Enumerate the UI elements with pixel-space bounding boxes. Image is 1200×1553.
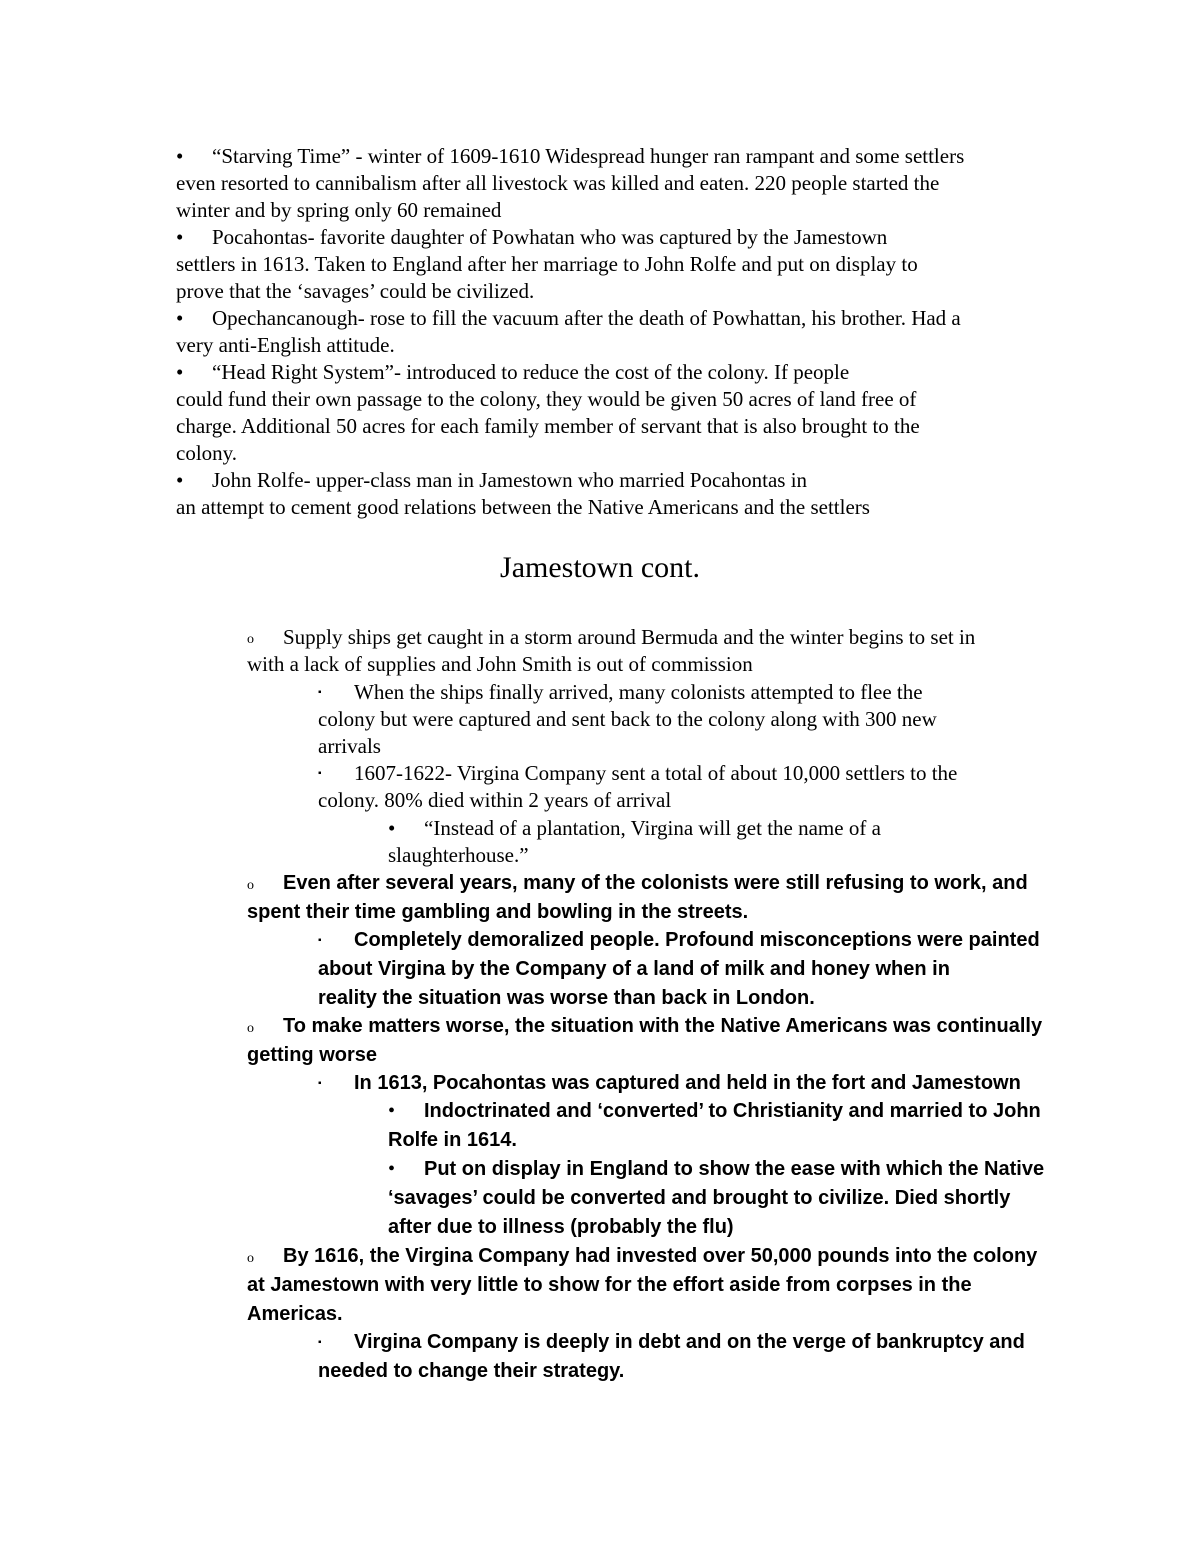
bullet-glyph: • <box>176 144 184 168</box>
bullet-starving-time <box>176 143 1076 224</box>
outline-item-investment <box>247 1242 1067 1329</box>
outline-line: at Jamestown with very little to show for the effort aside from corpses in the <box>247 1274 972 1296</box>
bullet-line: “Head Right System”- introduced to reduce the cost of the colony. If people <box>212 360 850 384</box>
bullet-line: winter and by spring only 60 remained <box>176 198 502 222</box>
outline-line: When the ships finally arrived, many colonists attempted to flee the <box>354 680 923 704</box>
outline-line: Indoctrinated and ‘converted’ to Christianity and married to John <box>424 1100 1041 1122</box>
outline-line: 1607-1622- Virgina Company sent a total of about 10,000 settlers to the <box>354 761 958 785</box>
square-marker: ▪ <box>318 768 322 779</box>
outline-line: about Virgina by the Company of a land of milk and honey when in <box>318 958 950 980</box>
bullet-line: Pocahontas- favorite daughter of Powhatan who was captured by the Jamestown <box>212 225 888 249</box>
outline-subitem-demoralized <box>318 926 1058 1013</box>
outline-line: Rolfe in 1614. <box>388 1129 517 1151</box>
outline-line: ‘savages’ could be converted and brought to civilize. Died shortly <box>388 1187 1011 1209</box>
bullet-line: colony. <box>176 441 238 465</box>
bullet-glyph: • <box>176 306 184 330</box>
bullet-line: “Starving Time” - winter of 1609-1610 Widespread hunger ran rampant and some settlers <box>212 144 965 168</box>
outline-line: with a lack of supplies and John Smith is out of commission <box>247 652 753 676</box>
outline-subsubitem-display-england <box>388 1155 1058 1242</box>
outline-line: Supply ships get caught in a storm around Bermuda and the winter begins to set in <box>283 625 976 649</box>
section-heading: Jamestown cont. <box>500 551 700 584</box>
outline-item-supply-ships <box>247 624 1067 678</box>
bullet-line: charge. Additional 50 acres for each family member of servant that is also brought to the <box>176 414 920 438</box>
outline-line: By 1616, the Virgina Company had invested over 50,000 pounds into the colony <box>283 1245 1038 1267</box>
bullet-marker: • <box>388 1158 396 1180</box>
outline-line: after due to illness (probably the flu) <box>388 1216 734 1238</box>
outline-item-native-relations <box>247 1012 1067 1070</box>
outline-line: To make matters worse, the situation with the Native Americans was continually <box>283 1015 1043 1037</box>
bullet-line: even resorted to cannibalism after all livestock was killed and eaten. 220 people started the <box>176 171 940 195</box>
outline-line: Virgina Company is deeply in debt and on the verge of bankruptcy and <box>354 1331 1025 1353</box>
bullet-marker: • <box>388 816 396 840</box>
bullet-line: prove that the ‘savages’ could be civilized. <box>176 279 535 303</box>
bullet-line: could fund their own passage to the colony, they would be given 50 acres of land free of <box>176 387 917 411</box>
bullet-line: Opechancanough- rose to fill the vacuum after the death of Powhattan, his brother. Had a <box>212 306 961 330</box>
outline-line: slaughterhouse.” <box>388 843 529 867</box>
square-marker: ▪ <box>318 1337 322 1348</box>
outline-line: Even after several years, many of the colonists were still refusing to work, and <box>283 872 1028 894</box>
outline-line: reality the situation was worse than back in London. <box>318 987 815 1009</box>
outline-line: colony. 80% died within 2 years of arrival <box>318 788 672 812</box>
square-marker: ▪ <box>318 687 322 698</box>
outline-line: Americas. <box>247 1303 343 1325</box>
outline-subsubitem-slaughterhouse <box>388 815 1058 869</box>
bullet-john-rolfe <box>176 467 1076 521</box>
outline-subitem-ships-arrived <box>318 679 1058 760</box>
hollow-circle-marker: o <box>247 1021 254 1036</box>
outline-line: needed to change their strategy. <box>318 1360 625 1382</box>
square-marker: ▪ <box>318 1078 322 1089</box>
outline-line: arrivals <box>318 734 381 758</box>
bullet-marker: • <box>388 1100 396 1122</box>
outline-line: colony but were captured and sent back to the colony along with 300 new <box>318 707 937 731</box>
outline-line: Completely demoralized people. Profound misconceptions were painted <box>354 929 1040 951</box>
outline-line: “Instead of a plantation, Virgina will get the name of a <box>424 816 881 840</box>
top-bullet-list <box>176 143 1076 521</box>
bullet-pocahontas <box>176 224 1076 305</box>
outline-line: In 1613, Pocahontas was captured and held in the fort and Jamestown <box>354 1072 1021 1094</box>
bullet-glyph: • <box>176 225 184 249</box>
outline-subitem-settlers-count <box>318 760 1058 814</box>
bullet-head-right-system <box>176 359 1076 467</box>
hollow-circle-marker: o <box>247 878 254 893</box>
bullet-opechancanough <box>176 305 1076 359</box>
bullet-line: an attempt to cement good relations between the Native Americans and the settlers <box>176 495 870 519</box>
outline-subitem-debt <box>318 1328 1058 1386</box>
bullet-line: settlers in 1613. Taken to England after her marriage to John Rolfe and put on display to <box>176 252 918 276</box>
outline-item-colonists-refusing <box>247 869 1067 927</box>
hollow-circle-marker: o <box>247 1251 254 1266</box>
bullet-glyph: • <box>176 360 184 384</box>
bullet-line: John Rolfe- upper-class man in Jamestown who married Pocahontas in <box>212 468 808 492</box>
outline-subsubitem-converted <box>388 1097 1058 1155</box>
square-marker: ▪ <box>318 935 322 946</box>
bullet-glyph: • <box>176 468 184 492</box>
bullet-line: very anti-English attitude. <box>176 333 395 357</box>
outline-line: spent their time gambling and bowling in the streets. <box>247 901 749 923</box>
outline-line: Put on display in England to show the ease with which the Native <box>424 1158 1045 1180</box>
outline-line: getting worse <box>247 1044 378 1066</box>
hollow-circle-marker: o <box>247 632 254 647</box>
outline-subitem-pocahontas-captured <box>318 1069 1058 1098</box>
